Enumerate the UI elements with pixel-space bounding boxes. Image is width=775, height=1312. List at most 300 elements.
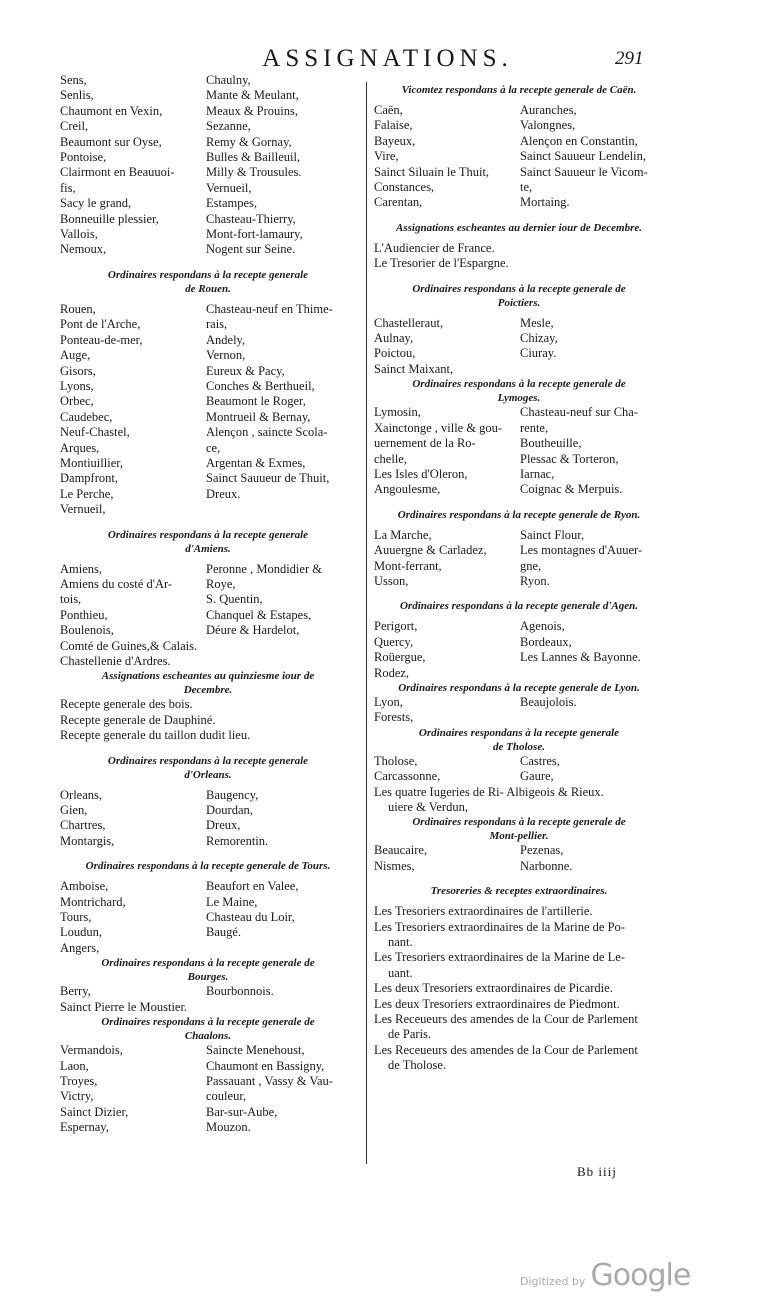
list-tholose bbox=[374, 754, 664, 785]
text-line: Recepte generale de Dauphiné. bbox=[60, 712, 216, 727]
entry-left: fis, bbox=[60, 180, 76, 195]
entry-right: rais, bbox=[206, 317, 228, 332]
entry-row bbox=[374, 421, 664, 436]
entry-right: Baugé. bbox=[206, 925, 242, 940]
entry-right: Ryon. bbox=[520, 573, 550, 588]
entry-right: Castres, bbox=[520, 753, 560, 768]
entry-row bbox=[60, 925, 356, 940]
heading-tresoreries bbox=[374, 884, 664, 898]
entry-right: Mortaing. bbox=[520, 195, 570, 210]
entry-left: Poictou, bbox=[374, 346, 416, 361]
entry-left: Aulnay, bbox=[374, 331, 414, 346]
entry-right: Dourdan, bbox=[206, 803, 253, 818]
entry-left: Amiens, bbox=[60, 561, 103, 576]
entry-left: Mont-ferrant, bbox=[374, 558, 442, 573]
lines-bourges bbox=[60, 1000, 356, 1015]
entry-left: Quercy, bbox=[374, 634, 414, 649]
heading-ryon bbox=[374, 508, 664, 522]
entry-row bbox=[374, 118, 664, 133]
heading-chaalons bbox=[60, 1015, 356, 1043]
entry-left: Montiuillier, bbox=[60, 455, 124, 470]
entry-right: Chasteau du Loir, bbox=[206, 910, 295, 925]
entry-row bbox=[374, 405, 664, 420]
entry-left: Victry, bbox=[60, 1089, 94, 1104]
entry-right: Sainct Flour, bbox=[520, 527, 585, 542]
entry-left: Pontoise, bbox=[60, 150, 107, 165]
text-line: Assignations escheantes au quinziesme iour de bbox=[101, 670, 315, 683]
text-line: Vicomtez respondans à la recepte generale de Caën. bbox=[401, 84, 637, 96]
entry-right: Pezenas, bbox=[520, 843, 564, 858]
entry-row bbox=[60, 425, 356, 440]
entry-left: Boulenois, bbox=[60, 623, 114, 638]
entry-right: couleur, bbox=[206, 1089, 247, 1104]
entry-left: La Marche, bbox=[374, 527, 432, 542]
right-column bbox=[374, 73, 664, 1074]
entry-row bbox=[374, 103, 664, 118]
entry-left: Dampfront, bbox=[60, 471, 118, 486]
entry-right: Bulles & Bailleuil, bbox=[206, 150, 301, 165]
entry-left: Sainct Siluain le Thuit, bbox=[374, 164, 490, 179]
entry-right: Roye, bbox=[206, 576, 236, 591]
entry-left: Sainct Maixant, bbox=[374, 361, 454, 376]
entry-row bbox=[60, 1105, 356, 1120]
entry-right: ce, bbox=[206, 440, 221, 455]
text-line: Decembre. bbox=[183, 684, 233, 697]
heading-caen bbox=[374, 83, 664, 97]
entry-right: Conches & Berthueil, bbox=[206, 378, 315, 393]
column-divider bbox=[366, 82, 367, 1164]
entry-left: Clairmont en Beauuoi- bbox=[60, 165, 175, 180]
entry-row bbox=[374, 452, 664, 467]
heading-lymoges bbox=[374, 377, 664, 405]
heading-montpellier bbox=[374, 815, 664, 843]
entry-row bbox=[60, 227, 356, 242]
entry-left: Les Isles d'Oleron, bbox=[374, 466, 468, 481]
entry-left: Vire, bbox=[374, 149, 399, 164]
entry-row bbox=[374, 195, 664, 210]
entry-left: Orleans, bbox=[60, 787, 102, 802]
entry-left: Laon, bbox=[60, 1058, 89, 1073]
entry-right: Sainct Sauueur le Vicom- bbox=[520, 164, 648, 179]
item-line: Les Receueurs des amendes de la Cour de Parlement bbox=[374, 1042, 638, 1057]
list-caen bbox=[374, 103, 664, 211]
entry-row bbox=[60, 941, 356, 956]
entry-row bbox=[60, 410, 356, 425]
heading-bourges bbox=[60, 956, 356, 984]
text-line: Ordinaires respondans à la recepte generale bbox=[107, 754, 309, 767]
entry-row bbox=[60, 242, 356, 257]
entry-row bbox=[60, 984, 356, 999]
entry-right: Chanquel & Estapes, bbox=[206, 607, 312, 622]
entry-right: Bordeaux, bbox=[520, 634, 572, 649]
entry-row bbox=[374, 149, 664, 164]
entry-right: Beaumont le Roger, bbox=[206, 394, 306, 409]
entry-right: rente, bbox=[520, 420, 549, 435]
text-line: de Rouen. bbox=[185, 282, 231, 295]
entry-right: Montrueil & Bernay, bbox=[206, 409, 311, 424]
entry-row bbox=[60, 1089, 356, 1104]
entry-row bbox=[60, 150, 356, 165]
text-line: Les quatre Iugeries de Ri- Albigeois & Rieux. bbox=[374, 784, 604, 799]
entry-right: Mesle, bbox=[520, 315, 554, 330]
entry-row bbox=[60, 910, 356, 925]
entry-left: Lyons, bbox=[60, 378, 94, 393]
entry-left: Lyon, bbox=[374, 694, 403, 709]
entry-row bbox=[60, 394, 356, 409]
entry-right: Bourbonnois. bbox=[206, 984, 274, 999]
list-rouen bbox=[60, 302, 356, 518]
entry-left: Berry, bbox=[60, 984, 91, 999]
entry-right: Narbonne. bbox=[520, 858, 573, 873]
list-orleans bbox=[60, 788, 356, 850]
entry-right: Les montagnes d'Auuer- bbox=[520, 543, 643, 558]
entry-row bbox=[374, 635, 664, 650]
text-line: d'Amiens. bbox=[185, 542, 231, 555]
entry-row bbox=[60, 135, 356, 150]
text-line: de Tholose. bbox=[493, 740, 545, 753]
entry-left: Creil, bbox=[60, 119, 89, 134]
text-line: Le Tresorier de l'Espargne. bbox=[374, 256, 509, 271]
entry-left: Senlis, bbox=[60, 88, 94, 103]
text-line: Chastellenie d'Ardres. bbox=[60, 654, 171, 668]
list-lyon bbox=[374, 695, 664, 726]
entry-right: Alençon , saincte Scola- bbox=[206, 425, 328, 440]
entry-left: Arques, bbox=[60, 440, 100, 455]
text-line: Ordinaires respondans à la recepte generale de bbox=[412, 816, 626, 829]
entry-row bbox=[60, 364, 356, 379]
entry-right: Dreux, bbox=[206, 818, 241, 833]
entry-left: Espernay, bbox=[60, 1120, 109, 1135]
google-logo: Google bbox=[590, 1258, 691, 1293]
entry-row bbox=[60, 333, 356, 348]
entry-row bbox=[60, 623, 356, 638]
entry-row bbox=[60, 104, 356, 119]
entry-right: Baugency, bbox=[206, 787, 259, 802]
entry-right: Mouzon. bbox=[206, 1120, 251, 1135]
entry-left: Bonneuille plessier, bbox=[60, 211, 159, 226]
entry-right: te, bbox=[520, 180, 533, 195]
entry-right: Déure & Hardelot, bbox=[206, 623, 300, 638]
entry-right: Ciuray. bbox=[520, 346, 557, 361]
item-line: Les deux Tresoriers extraordinaires de Piedmont. bbox=[374, 996, 620, 1011]
text-line: Ordinaires respondans à la recepte generale de bbox=[412, 378, 626, 391]
text-line: Assignations escheantes au dernier iour de Decembre. bbox=[396, 221, 642, 234]
entry-row bbox=[60, 879, 356, 894]
entry-left: Chaumont en Vexin, bbox=[60, 103, 163, 118]
list-agen bbox=[374, 619, 664, 681]
item-line: Les Tresoriers extraordinaires de la Marine de Le- bbox=[374, 950, 625, 965]
left-column bbox=[60, 73, 356, 1136]
text-line: Ordinaires respondans à la recepte generale d'Agen. bbox=[399, 600, 639, 613]
entry-left: Auuergne & Carladez, bbox=[374, 543, 487, 558]
text-line: Recepte generale du taillon dudit lieu. bbox=[60, 728, 251, 743]
list-left-top bbox=[60, 73, 356, 258]
entry-left: Roüergue, bbox=[374, 650, 426, 665]
text-line: Bourges. bbox=[187, 971, 229, 984]
entry-left: Sainct Dizier, bbox=[60, 1104, 129, 1119]
entry-left: Chastelleraut, bbox=[374, 315, 444, 330]
list-bourges bbox=[60, 984, 356, 999]
entry-right: Plessac & Torteron, bbox=[520, 451, 619, 466]
entry-row bbox=[374, 467, 664, 482]
entry-right: Sainct Sauueur de Thuit, bbox=[206, 471, 330, 486]
entry-row bbox=[60, 181, 356, 196]
entry-left: tois, bbox=[60, 592, 82, 607]
entry-left: Beaumont sur Oyse, bbox=[60, 134, 162, 149]
entry-left: Usson, bbox=[374, 573, 409, 588]
entry-right: Remorentin. bbox=[206, 833, 269, 848]
entry-left: Angers, bbox=[60, 940, 100, 955]
entry-left: Montargis, bbox=[60, 833, 115, 848]
entry-left: Perigort, bbox=[374, 619, 418, 634]
entry-row bbox=[374, 695, 664, 710]
entry-right: Remy & Gornay, bbox=[206, 134, 292, 149]
entry-right bbox=[520, 710, 664, 725]
heading-amiens bbox=[60, 528, 356, 556]
item-line: Les Tresoriers extraordinaires de la Marine de Po- bbox=[374, 919, 625, 934]
entry-right: Les Lannes & Bayonne. bbox=[520, 650, 641, 665]
entry-row bbox=[374, 346, 664, 361]
text-line: Comté de Guines,& Calais. bbox=[60, 638, 198, 653]
heading-poictiers bbox=[374, 282, 664, 310]
entry-right: Le Maine, bbox=[206, 894, 258, 909]
entry-row bbox=[60, 302, 356, 317]
lines-amiens bbox=[60, 639, 356, 670]
heading-agen bbox=[374, 599, 664, 613]
text-line: Chaalons. bbox=[184, 1030, 232, 1043]
text-line: Ordinaires respondans à la recepte generale de bbox=[101, 1016, 315, 1029]
entry-left: Constances, bbox=[374, 180, 435, 195]
heading-decembre bbox=[374, 221, 664, 235]
entry-row bbox=[374, 134, 664, 149]
entry-left: Nemoux, bbox=[60, 242, 107, 257]
entry-right: Passauant , Vassy & Vau- bbox=[206, 1073, 333, 1088]
entry-row bbox=[374, 436, 664, 451]
lines-decembre bbox=[374, 241, 664, 272]
entry-right: Chasteau-Thierry, bbox=[206, 211, 296, 226]
text-line: Ordinaires respondans à la recepte generale de bbox=[101, 957, 315, 970]
entry-row bbox=[60, 895, 356, 910]
entry-row bbox=[374, 859, 664, 874]
entry-row bbox=[374, 666, 664, 681]
text-line: L'Audiencier de France. bbox=[374, 240, 495, 255]
entry-row bbox=[374, 619, 664, 634]
entry-left: Ponthieu, bbox=[60, 607, 108, 622]
entry-row bbox=[374, 754, 664, 769]
text-line: uiere & Verdun, bbox=[388, 800, 468, 814]
entry-row bbox=[60, 818, 356, 833]
entry-right: Agenois, bbox=[520, 619, 565, 634]
entry-left: Beaucaire, bbox=[374, 843, 428, 858]
entry-right: Mont-fort-lamaury, bbox=[206, 227, 303, 242]
item-line: nant. bbox=[388, 935, 413, 950]
entry-right: Vernon, bbox=[206, 348, 246, 363]
entry-left: Caën, bbox=[374, 103, 403, 117]
entry-right: Saincte Menehoust, bbox=[206, 1043, 305, 1058]
entry-row bbox=[60, 379, 356, 394]
page-number: 291 bbox=[615, 48, 644, 69]
entry-left: Lymosin, bbox=[374, 405, 421, 420]
entry-right: Beaujolois. bbox=[520, 694, 577, 709]
text-line: Poictiers. bbox=[497, 296, 541, 309]
heading-rouen bbox=[60, 268, 356, 296]
entry-left: Carcassonne, bbox=[374, 769, 441, 784]
list-lymoges bbox=[374, 405, 664, 497]
entry-right: Chasteau-neuf sur Cha- bbox=[520, 405, 639, 420]
entry-left: Falaise, bbox=[374, 118, 413, 133]
entry-right: Chaulny, bbox=[206, 73, 251, 87]
running-title: ASSIGNATIONS. bbox=[262, 45, 513, 72]
text-line: Ordinaires respondans à la recepte generale bbox=[418, 726, 620, 739]
entry-left: Tholose, bbox=[374, 753, 418, 768]
entry-left: Forests, bbox=[374, 710, 414, 725]
entry-row bbox=[60, 119, 356, 134]
list-poictiers bbox=[374, 316, 664, 378]
entry-row bbox=[374, 543, 664, 558]
entry-left: Rouen, bbox=[60, 301, 96, 316]
entry-left: Ponteau-de-mer, bbox=[60, 332, 143, 347]
entry-row bbox=[60, 834, 356, 849]
text-line: Ordinaires respondans à la recepte generale bbox=[107, 268, 309, 281]
heading-lyon bbox=[374, 681, 664, 695]
entry-right: Chaumont en Bassigny, bbox=[206, 1058, 325, 1073]
entry-row bbox=[60, 592, 356, 607]
entry-row bbox=[60, 441, 356, 456]
entry-right bbox=[206, 941, 356, 956]
text-line: Recepte generale des bois. bbox=[60, 697, 193, 712]
entry-right: Vernueil, bbox=[206, 180, 252, 195]
entry-left: Carentan, bbox=[374, 195, 423, 210]
entry-row bbox=[60, 73, 356, 88]
entry-right: Coignac & Merpuis. bbox=[520, 482, 623, 497]
text-line: Ordinaires respondans à la recepte generale de Tours. bbox=[85, 860, 331, 873]
entry-left: Tours, bbox=[60, 910, 92, 925]
entry-row bbox=[60, 456, 356, 471]
entry-right bbox=[520, 362, 664, 377]
entry-left: Auge, bbox=[60, 348, 91, 363]
item-line: de Tholose. bbox=[388, 1058, 447, 1073]
entry-right: Sezanne, bbox=[206, 119, 251, 134]
entry-right: Gaure, bbox=[520, 769, 554, 784]
entry-right: Chasteau-neuf en Thime- bbox=[206, 301, 333, 316]
entry-left: Troyes, bbox=[60, 1073, 98, 1088]
entry-row bbox=[60, 803, 356, 818]
entry-right: Peronne , Mondidier & bbox=[206, 561, 322, 576]
entry-row bbox=[60, 471, 356, 486]
entry-right: Meaux & Prouins, bbox=[206, 103, 299, 118]
entry-right: Alençon en Constantin, bbox=[520, 133, 638, 148]
entry-left: Rodez, bbox=[374, 665, 410, 680]
entry-row bbox=[374, 843, 664, 858]
list-montpellier bbox=[374, 843, 664, 874]
entry-left: Caudebec, bbox=[60, 409, 113, 424]
entry-right: gne, bbox=[520, 558, 542, 573]
heading-tours bbox=[60, 859, 356, 873]
entry-row bbox=[60, 788, 356, 803]
heading-quinziesme bbox=[60, 669, 356, 697]
entry-row bbox=[60, 88, 356, 103]
entry-left: Nismes, bbox=[374, 858, 415, 873]
entry-right: S. Quentin, bbox=[206, 592, 263, 607]
text-line: Lymoges. bbox=[497, 392, 541, 405]
item-line: Les Tresoriers extraordinaires de l'artillerie. bbox=[374, 904, 593, 919]
text-line: Tresoreries & receptes extraordinaires. bbox=[430, 885, 608, 898]
entry-left: Gien, bbox=[60, 803, 88, 818]
entry-right: Dreux. bbox=[206, 486, 241, 501]
entry-left: Loudun, bbox=[60, 925, 103, 940]
entry-right: Andely, bbox=[206, 332, 246, 347]
entry-right: Mante & Meulant, bbox=[206, 88, 299, 103]
entry-row bbox=[60, 1043, 356, 1058]
entry-left: Orbec, bbox=[60, 394, 94, 409]
entry-row bbox=[60, 212, 356, 227]
entry-left: Neuf-Chastel, bbox=[60, 425, 130, 440]
list-tours bbox=[60, 879, 356, 956]
entry-right: Valongnes, bbox=[520, 118, 576, 133]
entry-left: Xainctonge , ville & gou- bbox=[374, 420, 503, 435]
text-line: Mont-pellier. bbox=[489, 830, 549, 843]
entry-row bbox=[374, 528, 664, 543]
text-line: Ordinaires respondans à la recepte generale de bbox=[412, 282, 626, 295]
entry-row bbox=[60, 1074, 356, 1089]
entry-left: Gisors, bbox=[60, 363, 96, 378]
entry-row bbox=[60, 196, 356, 211]
entry-row bbox=[374, 559, 664, 574]
entry-row bbox=[374, 650, 664, 665]
entry-row bbox=[374, 331, 664, 346]
entry-row bbox=[374, 316, 664, 331]
entry-right: Bar-sur-Aube, bbox=[206, 1104, 278, 1119]
entry-row bbox=[60, 608, 356, 623]
entry-right: Auranches, bbox=[520, 103, 577, 117]
lines-tholose bbox=[374, 785, 664, 800]
list-chaalons bbox=[60, 1043, 356, 1135]
signature-mark: Bb iiij bbox=[577, 1164, 617, 1179]
entry-row bbox=[60, 348, 356, 363]
entry-right: Sainct Sauueur Lendelin, bbox=[520, 149, 647, 164]
entry-left: Le Perche, bbox=[60, 486, 114, 501]
item-line: uant. bbox=[388, 965, 413, 980]
entry-left: Amiens du costé d'Ar- bbox=[60, 576, 173, 591]
entry-right: Nogent sur Seine. bbox=[206, 242, 296, 257]
heading-tholose bbox=[374, 726, 664, 754]
heading-orleans bbox=[60, 754, 356, 782]
lines-quinziesme bbox=[60, 697, 356, 743]
entry-row bbox=[60, 165, 356, 180]
lines-tholose-indent bbox=[374, 800, 664, 815]
entry-right: Argentan & Exmes, bbox=[206, 455, 306, 470]
entry-left: chelle, bbox=[374, 451, 407, 466]
entry-row bbox=[374, 362, 664, 377]
entry-right bbox=[206, 502, 356, 517]
entry-right: Beaufort en Valee, bbox=[206, 879, 299, 894]
entry-right bbox=[520, 666, 664, 681]
entry-row bbox=[374, 482, 664, 497]
entry-row bbox=[374, 165, 664, 180]
entry-left: Pont de l'Arche, bbox=[60, 317, 141, 332]
entry-left: Sens, bbox=[60, 73, 87, 87]
entry-row bbox=[374, 180, 664, 195]
list-tresoreries bbox=[374, 904, 664, 1073]
entry-left: Montrichard, bbox=[60, 894, 126, 909]
watermark-prefix: Digitized by bbox=[520, 1275, 586, 1288]
entry-row bbox=[374, 574, 664, 589]
entry-left: Vallois, bbox=[60, 227, 98, 242]
entry-left: Angoulesme, bbox=[374, 482, 441, 497]
entry-right: Milly & Trousules. bbox=[206, 165, 302, 180]
entry-row bbox=[60, 317, 356, 332]
item-line: Les deux Tresoriers extraordinaires de Picardie. bbox=[374, 981, 613, 996]
